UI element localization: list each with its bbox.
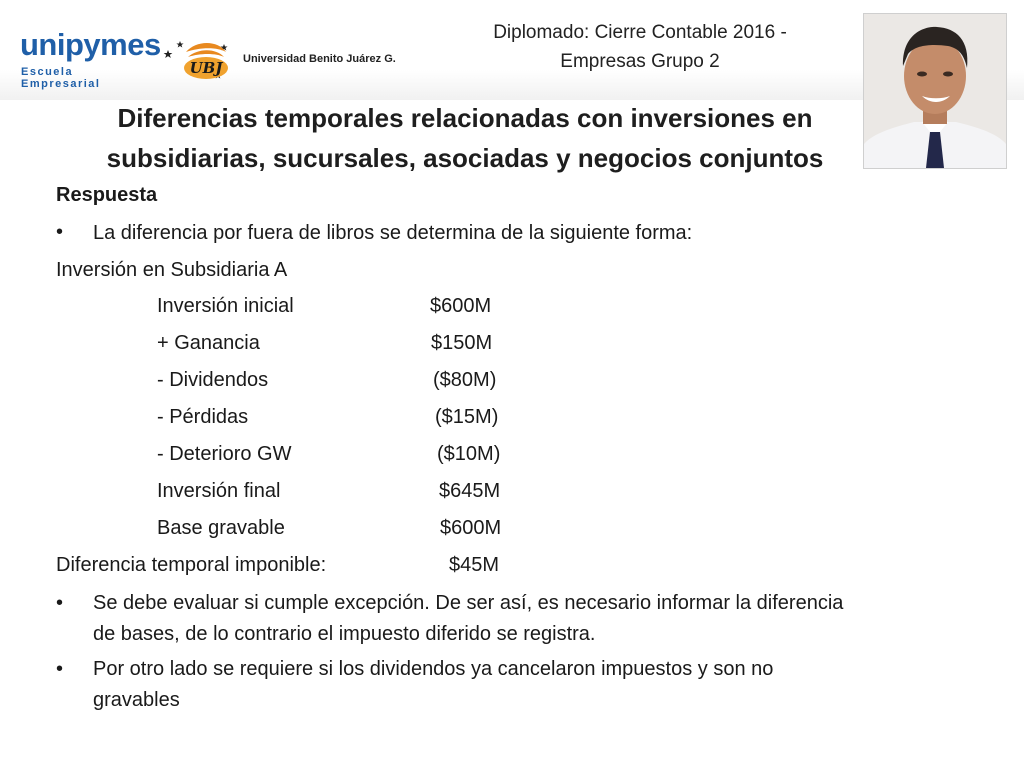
bullet-item-2-line2: de bases, de lo contrario el impuesto diferido se registra. <box>93 623 596 645</box>
investment-header: Inversión en Subsidiaria A <box>56 259 288 281</box>
bullet-item-2-line1: Se debe evaluar si cumple excepción. De ser así, es necesario informar la diferencia <box>93 592 844 614</box>
bullet-item-3-line1: Por otro lado se requiere si los dividendos ya cancelaron impuestos y son no <box>93 658 774 680</box>
investment-row-label: Base gravable <box>157 517 285 539</box>
ubj-logo-name: Universidad Benito Juárez G. <box>243 53 396 65</box>
ubj-logo-monogram: UBJ <box>189 59 223 77</box>
investment-row-value: $600M <box>440 517 502 539</box>
investment-row-label: - Pérdidas <box>157 406 249 428</box>
bullet-item-1-text: La diferencia por fuera de libros se determina de la siguiente forma: <box>93 222 693 244</box>
unipymes-logo <box>20 27 161 90</box>
investment-row-value: ($80M) <box>433 369 497 391</box>
temporary-difference-label: Diferencia temporal imponible: <box>56 554 327 576</box>
investment-row-label: Inversión inicial <box>157 295 294 317</box>
bullet-item-3-line2: gravables <box>93 689 180 711</box>
unipymes-logo-word: unipymes <box>20 27 161 62</box>
investment-row-value: ($15M) <box>435 406 499 428</box>
respuesta-heading: Respuesta <box>56 184 158 206</box>
investment-row-value: $150M <box>431 332 493 354</box>
investment-row-label: - Deterioro GW <box>157 443 292 465</box>
investment-row-label: Inversión final <box>157 480 281 502</box>
ubj-emblem-icon <box>160 38 240 84</box>
course-title <box>440 18 840 76</box>
investment-row-value: ($10M) <box>437 443 501 465</box>
bullet-item-3 <box>56 654 976 718</box>
bullet-item-2 <box>56 588 976 652</box>
bullet-marker: • <box>56 221 64 243</box>
bullet-item-1 <box>56 218 956 248</box>
course-title-line1: Diplomado: Cierre Contable 2016 - <box>493 22 787 43</box>
bullet-marker: • <box>56 658 64 680</box>
investment-row-value: $600M <box>430 295 492 317</box>
investment-row-value: $645M <box>439 480 501 502</box>
ubj-logo <box>160 38 408 84</box>
slide-title-line2: subsidiarias, sucursales, asociadas y negocios conjuntos <box>106 143 824 173</box>
bullet-marker: • <box>56 592 64 614</box>
slide-title <box>30 98 900 178</box>
investment-row-label: - Dividendos <box>157 369 269 391</box>
unipymes-logo-tagline: Escuela Empresarial <box>21 66 101 90</box>
investment-row-label: + Ganancia <box>157 332 260 354</box>
slide-title-line1: Diferencias temporales relacionadas con inversiones en <box>117 103 813 133</box>
temporary-difference-value: $45M <box>449 554 500 576</box>
course-title-line2: Empresas Grupo 2 <box>560 51 720 72</box>
